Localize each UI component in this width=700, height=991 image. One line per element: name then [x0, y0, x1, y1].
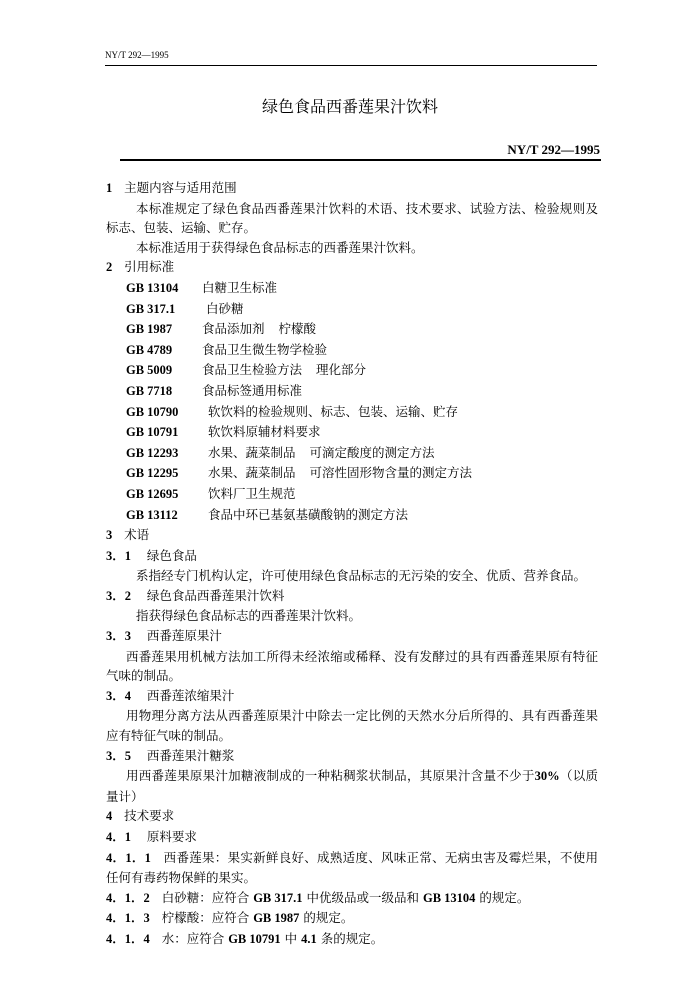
term-name: 西番莲果汁糖浆 — [146, 747, 235, 763]
section-number: 3 — [106, 528, 113, 543]
term-definition: 指获得绿色食品标志的西番莲果汁饮料。 — [136, 608, 362, 624]
reference-subtitle: 可溶性固形物含量的测定方法 — [309, 465, 473, 481]
reference-title: 水果、蔬菜制品 — [208, 444, 296, 460]
standard-code: NY/T 292—1995 — [507, 142, 600, 157]
reference-code: GB 317.1 — [126, 301, 176, 316]
reference-title: 白砂糖 — [205, 300, 244, 316]
term-name: 绿色食品西番莲果汁饮料 — [146, 587, 285, 603]
reference-item — [106, 402, 598, 423]
reference-item — [106, 463, 598, 484]
document-title: 绿色食品西番莲果汁饮料 — [261, 97, 438, 116]
item-number: 4．1．3 — [106, 911, 150, 926]
item-text: 条的规定。 — [320, 930, 384, 946]
term-heading — [106, 686, 598, 707]
subsection-number: 4．1 — [106, 830, 132, 844]
term-definition-note: （以质量计） — [106, 768, 598, 804]
term-number: 3．5 — [106, 748, 132, 763]
term-name: 西番莲浓缩果汁 — [146, 687, 235, 703]
item-text: 中优级品或一级品和 — [306, 889, 419, 905]
running-header: NY/T 292—1995 — [105, 50, 169, 60]
reference-title: 食品卫生微生物学检验 — [202, 341, 328, 357]
reference-subtitle: 可滴定酸度的测定方法 — [309, 444, 435, 460]
item-reference: GB 10791 — [228, 931, 281, 946]
section-title: 主题内容与适用范围 — [124, 180, 237, 195]
requirement-item — [106, 888, 598, 909]
term-definition: 用物理分离方法从西番莲原果汁中除去一定比例的天然水分后所得的、具有西番莲果应有特征气味的制品。 — [106, 708, 598, 744]
reference-code: GB 13104 — [126, 280, 179, 295]
term-definition: 西番莲果用机械方法加工所得未经浓缩或稀释、没有发酵过的具有西番莲果原有特征气味的制品。 — [106, 648, 598, 684]
reference-item — [106, 422, 598, 443]
reference-item — [106, 505, 598, 526]
section-1-heading — [106, 178, 598, 199]
section-title: 术语 — [124, 527, 150, 543]
item-reference: GB 1987 — [253, 911, 300, 926]
reference-item — [106, 360, 598, 381]
reference-title: 食品卫生检验方法 — [202, 362, 303, 378]
item-number: 4．1．2 — [106, 890, 150, 905]
section-number: 1 — [106, 181, 113, 195]
reference-title: 软饮料原辅材料要求 — [208, 424, 321, 440]
reference-code: GB 10791 — [126, 425, 179, 440]
reference-item — [106, 484, 598, 505]
item-number: 4．1．1 — [106, 850, 151, 865]
reference-item — [106, 319, 598, 340]
reference-code: GB 5009 — [126, 363, 173, 378]
reference-title: 白糖卫生标准 — [202, 279, 278, 295]
item-text: 水：应符合 — [161, 930, 225, 946]
document-body — [106, 178, 598, 950]
reference-code: GB 13112 — [126, 507, 178, 522]
term-definition-percent: 30% — [534, 769, 560, 784]
term-heading — [106, 746, 598, 767]
reference-code: GB 4789 — [126, 342, 173, 357]
section-title: 技术要求 — [124, 808, 175, 824]
term-number: 3．4 — [106, 688, 132, 703]
reference-title: 饮料厂卫生规范 — [208, 485, 296, 501]
item-reference: 4.1 — [301, 931, 317, 946]
reference-item — [106, 299, 598, 320]
reference-code: GB 7718 — [126, 383, 173, 398]
term-heading — [106, 546, 598, 567]
term-definition — [106, 766, 598, 806]
section-3-heading — [106, 525, 598, 546]
item-text: 西番莲果：果实新鲜良好、成熟适度、风味正常、无病虫害及霉烂果，不使用任何有毒药物保鲜的果实。 — [106, 849, 598, 886]
standard-code-rule — [120, 159, 601, 161]
item-text: 柠檬酸：应符合 — [161, 910, 250, 926]
reference-code: GB 1987 — [126, 322, 173, 337]
term-number: 3．2 — [106, 588, 132, 603]
reference-code: GB 10790 — [126, 404, 179, 419]
term-definition-text: 用西番莲果原果汁加糖液制成的一种粘稠浆状制品，其原果汁含量不少于 — [126, 768, 535, 784]
header-rule — [105, 65, 597, 66]
term-name: 西番莲原果汁 — [146, 628, 222, 644]
item-text: 中 — [284, 930, 298, 946]
requirement-item — [106, 848, 598, 888]
term-name: 绿色食品 — [146, 547, 197, 563]
reference-title: 软饮料的检验规则、标志、包装、运输、贮存 — [208, 403, 459, 419]
term-heading — [106, 586, 598, 607]
reference-code: GB 12695 — [126, 486, 179, 501]
reference-subtitle: 理化部分 — [316, 362, 367, 378]
term-number: 3．3 — [106, 629, 132, 644]
reference-item — [106, 443, 598, 464]
reference-item — [106, 381, 598, 402]
section-title: 引用标准 — [124, 259, 175, 275]
term-number: 3．1 — [106, 548, 132, 563]
item-reference: GB 317.1 — [253, 890, 303, 905]
section-4-heading — [106, 806, 598, 827]
section-2-heading — [106, 257, 598, 278]
requirement-item — [106, 929, 598, 950]
subsection-title: 原料要求 — [146, 829, 197, 844]
term-definition: 系指经专门机构认定，许可使用绿色食品标志的无污染的安全、优质、营养食品。 — [136, 568, 587, 584]
section-1-paragraph-1: 本标准规定了绿色食品西番莲果汁饮料的术语、技术要求、试验方法、检验规则及标志、包装、运输、贮存。 — [106, 200, 598, 236]
section-1-paragraph-2: 本标准适用于获得绿色食品标志的西番莲果汁饮料。 — [136, 239, 424, 255]
item-reference: GB 13104 — [422, 890, 476, 905]
reference-title: 食品添加剂 — [202, 321, 265, 337]
item-text: 的规定。 — [479, 889, 530, 905]
reference-code: GB 12293 — [126, 445, 179, 460]
item-text: 的规定。 — [303, 910, 354, 926]
requirement-item — [106, 908, 598, 929]
reference-code: GB 12295 — [126, 466, 179, 481]
reference-item — [106, 278, 598, 299]
item-number: 4．1．4 — [106, 931, 150, 946]
section-number: 4 — [106, 809, 113, 824]
reference-title: 食品标签通用标准 — [202, 382, 303, 398]
reference-title: 食品中环已基氨基磺酸钠的测定方法 — [208, 506, 409, 522]
subsection-heading — [106, 827, 598, 848]
reference-subtitle: 柠檬酸 — [278, 321, 317, 337]
reference-title: 水果、蔬菜制品 — [208, 465, 296, 481]
item-text: 白砂糖：应符合 — [161, 889, 250, 905]
reference-item — [106, 340, 598, 361]
section-number: 2 — [106, 260, 113, 275]
term-heading — [106, 626, 598, 647]
